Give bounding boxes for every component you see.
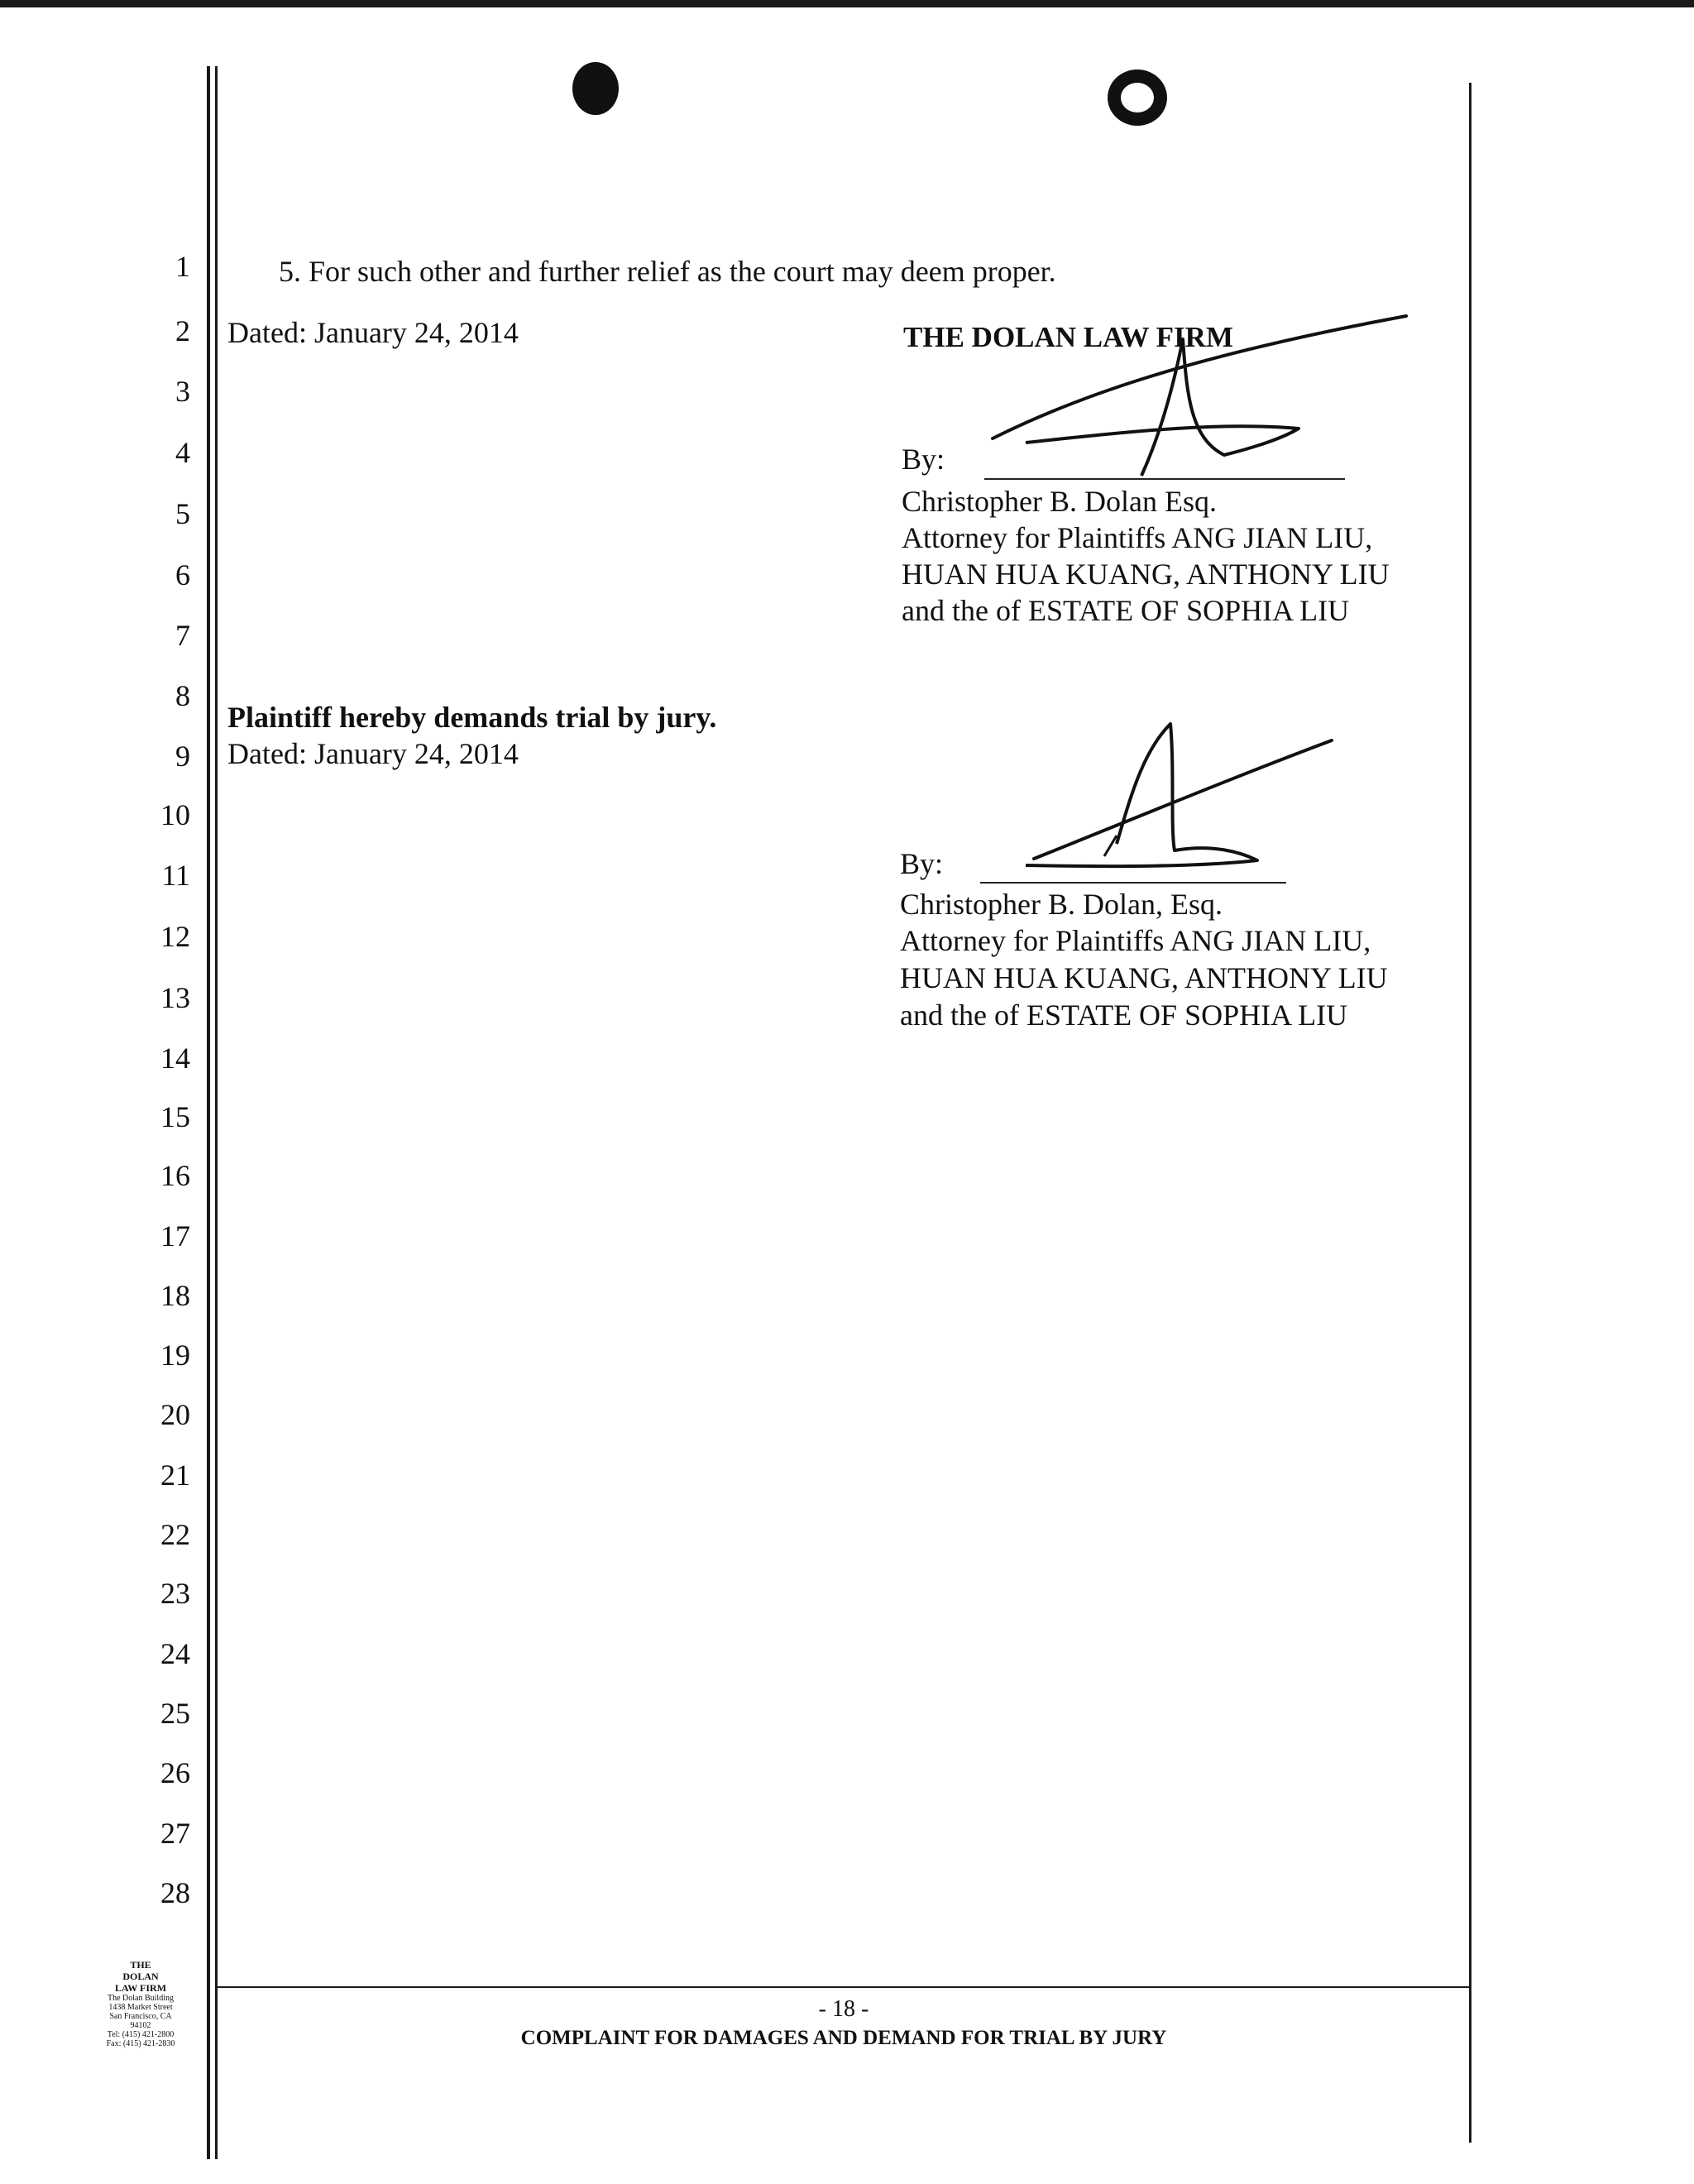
line-number: 8 bbox=[175, 679, 190, 712]
signer-name-1: Christopher B. Dolan Esq. bbox=[902, 485, 1217, 518]
line-number: 17 bbox=[160, 1219, 190, 1252]
line-number: 2 bbox=[175, 314, 190, 347]
line-number: 9 bbox=[175, 740, 190, 773]
firm-block-line-1: THE bbox=[130, 1959, 151, 1971]
line-number: 22 bbox=[160, 1518, 190, 1551]
line-number: 21 bbox=[160, 1458, 190, 1492]
line-number: 23 bbox=[160, 1577, 190, 1610]
footer-rule bbox=[217, 1986, 1471, 1988]
line-number: 20 bbox=[160, 1398, 190, 1431]
firm-address-4: 94102 bbox=[130, 2021, 151, 2030]
line-number: 14 bbox=[160, 1042, 190, 1075]
firm-block-line-2: DOLAN bbox=[122, 1971, 159, 1982]
firm-fax: Fax: (415) 421-2830 bbox=[106, 2039, 175, 2048]
line-number: 11 bbox=[161, 859, 190, 892]
left-margin-rule-inner bbox=[215, 66, 218, 2159]
line-number: 25 bbox=[160, 1697, 190, 1730]
signer-role-1-line-1: Attorney for Plaintiffs ANG JIAN LIU, bbox=[902, 521, 1373, 554]
by-label-2: By: bbox=[900, 847, 944, 880]
firm-address-3: San Francisco, CA bbox=[109, 2012, 172, 2021]
signer-name-2: Christopher B. Dolan, Esq. bbox=[900, 888, 1223, 921]
signer-role-2-line-2: HUAN HUA KUANG, ANTHONY LIU bbox=[900, 961, 1388, 994]
line-number: 27 bbox=[160, 1817, 190, 1850]
signer-role-1-line-2: HUAN HUA KUANG, ANTHONY LIU bbox=[902, 558, 1390, 591]
relief-item-5: 5. For such other and further relief as the court may deem proper. bbox=[279, 255, 1056, 288]
signer-role-2-line-3: and the of ESTATE OF SOPHIA LIU bbox=[900, 999, 1348, 1032]
firm-address-2: 1438 Market Street bbox=[108, 2003, 173, 2012]
punch-hole-right bbox=[1104, 65, 1170, 131]
firm-block-line-3: LAW FIRM bbox=[114, 1982, 167, 1994]
line-number: 15 bbox=[160, 1100, 190, 1133]
document-title: COMPLAINT FOR DAMAGES AND DEMAND FOR TRIAL BY JURY bbox=[520, 2027, 1167, 2049]
by-label-1: By: bbox=[902, 443, 945, 476]
handwritten-signature-2 bbox=[984, 720, 1340, 885]
dated-line-1: Dated: January 24, 2014 bbox=[227, 316, 519, 349]
scan-top-edge bbox=[0, 0, 1694, 7]
line-number: 6 bbox=[175, 558, 190, 592]
signer-role-1-line-3: and the of ESTATE OF SOPHIA LIU bbox=[902, 594, 1350, 627]
firm-address-block bbox=[66, 1959, 215, 2048]
page-number: - 18 - bbox=[818, 1996, 869, 2022]
line-number: 18 bbox=[160, 1279, 190, 1312]
line-number: 1 bbox=[175, 250, 190, 283]
line-number: 19 bbox=[160, 1339, 190, 1372]
line-number: 12 bbox=[160, 920, 190, 953]
line-number: 28 bbox=[160, 1876, 190, 1909]
line-number: 24 bbox=[160, 1637, 190, 1670]
left-margin-rule-outer bbox=[207, 66, 210, 2159]
line-number: 3 bbox=[175, 375, 190, 408]
right-margin-rule bbox=[1469, 83, 1471, 2143]
line-number: 7 bbox=[175, 619, 190, 652]
line-number: 26 bbox=[160, 1756, 190, 1789]
firm-address-1: The Dolan Building bbox=[108, 1994, 174, 2003]
jury-demand: Plaintiff hereby demands trial by jury. bbox=[227, 701, 717, 734]
handwritten-signature-1 bbox=[976, 306, 1423, 480]
signer-role-2-line-1: Attorney for Plaintiffs ANG JIAN LIU, bbox=[900, 924, 1371, 957]
line-number: 4 bbox=[175, 436, 190, 469]
line-number: 16 bbox=[160, 1159, 190, 1192]
line-number: 5 bbox=[175, 497, 190, 530]
line-number: 10 bbox=[160, 798, 190, 831]
punch-hole-left bbox=[571, 60, 620, 117]
dated-line-2: Dated: January 24, 2014 bbox=[227, 737, 519, 770]
firm-heading: THE DOLAN LAW FIRM bbox=[903, 321, 1233, 353]
line-number: 13 bbox=[160, 981, 190, 1014]
firm-tel: Tel: (415) 421-2800 bbox=[107, 2030, 175, 2039]
